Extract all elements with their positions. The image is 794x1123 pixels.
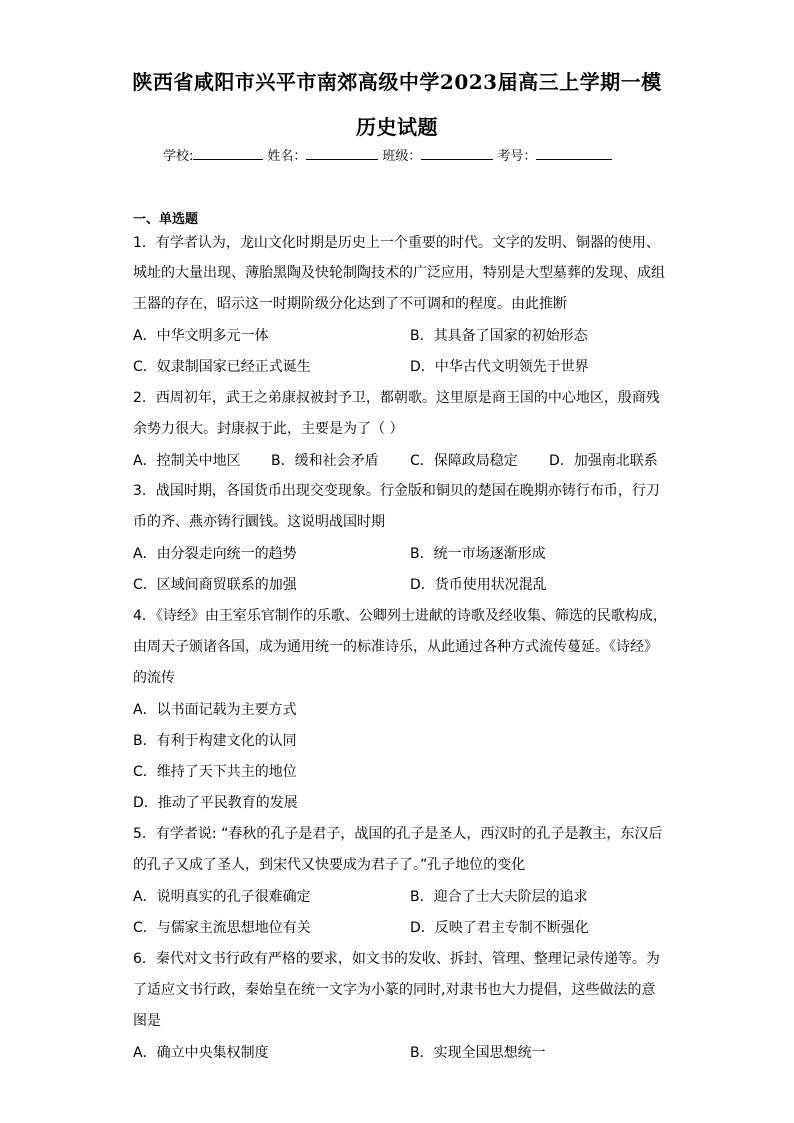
- q5-option-c[interactable]: C．与儒家主流思想地位有关: [133, 920, 311, 936]
- page-subtitle: 历史试题: [356, 115, 438, 139]
- q1-stem-line: 王器的存在，昭示这一时期阶级分化达到了不可调和的程度。由此推断: [133, 296, 567, 312]
- class-field: [382, 145, 497, 164]
- q1-stem-line: 1．有学者认为，龙山文化时期是历史上一个重要的时代。文字的发明、铜器的使用、: [133, 235, 660, 251]
- school-label: 学校:: [163, 149, 194, 164]
- q6-stem-line: 图是: [133, 1013, 161, 1029]
- name-label: 姓名：: [267, 149, 307, 164]
- q1-stem-line: 城址的大量出现、薄胎黑陶及快轮制陶技术的广泛应用，特别是大型墓葬的发现、成组: [133, 265, 665, 281]
- q3-stem-line: 币的齐、燕亦铸行圜钱。这说明战国时期: [133, 514, 385, 530]
- q5-stem-line: 5．有学者说: “春秋的孔子是君子，战国的孔子是圣人，西汉时的孔子是教主，东汉后: [133, 826, 663, 842]
- q4-option-a[interactable]: A．以书面记载为主要方式: [133, 702, 297, 718]
- q3-option-d[interactable]: D．货币使用状况混乱: [410, 577, 547, 593]
- q2-stem-line: 余势力很大。封康叔于此，主要是为了（ ）: [133, 421, 404, 437]
- q5-option-d[interactable]: D．反映了君主专制不断强化: [410, 920, 589, 936]
- exam-number-field: [497, 145, 616, 164]
- name-blank[interactable]: [306, 145, 378, 160]
- q5-option-a[interactable]: A．说明真实的孔子很难确定: [133, 889, 311, 905]
- class-blank[interactable]: [421, 145, 493, 160]
- school-field: [163, 145, 267, 164]
- student-info-line: [163, 145, 616, 164]
- q6-option-a[interactable]: A．确立中央集权制度: [133, 1045, 269, 1061]
- q4-stem-line: 的流传: [133, 670, 175, 686]
- q2-option-a[interactable]: A．控制关中地区: [133, 453, 241, 469]
- exam-number-blank[interactable]: [536, 145, 612, 160]
- q3-stem-line: 3．战国时期，各国货币出现交变现象。行金版和铜贝的楚国在晚期亦铸行布币，行刀: [133, 483, 660, 499]
- q3-option-a[interactable]: A．由分裂走向统一的趋势: [133, 546, 297, 562]
- q6-option-b[interactable]: B．实现全国思想统一: [410, 1045, 546, 1061]
- q2-option-d[interactable]: D．加强南北联系: [549, 453, 658, 469]
- class-label: 班级：: [382, 149, 422, 164]
- q3-option-b[interactable]: B．统一市场逐渐形成: [410, 546, 546, 562]
- q3-option-c[interactable]: C．区域间商贸联系的加强: [133, 577, 297, 593]
- q4-stem-line: 由周天子颁诸各国，成为通用统一的标准诗乐，从此通过各种方式流传蔓延。《诗经》: [133, 639, 658, 655]
- q4-option-d[interactable]: D．推动了平民教育的发展: [133, 795, 298, 811]
- q4-stem-line: 4．《诗经》由王室乐官制作的乐歌、公卿列士进献的诗歌及经收集、筛选的民歌构成，: [133, 608, 667, 624]
- page-title: 陕西省咸阳市兴平市南郊高级中学2023届高三上学期一模: [132, 70, 662, 94]
- q2-option-c[interactable]: C．保障政局稳定: [410, 453, 518, 469]
- q1-option-a[interactable]: A．中华文明多元一体: [133, 328, 269, 344]
- q2-stem-line: 2．西周初年，武王之弟康叔被封予卫，都朝歌。这里原是商王国的中心地区，殷商残: [133, 390, 660, 406]
- q1-option-b[interactable]: B．其具备了国家的初始形态: [410, 328, 588, 344]
- q1-option-c[interactable]: C．奴隶制国家已经正式诞生: [133, 359, 311, 375]
- q4-option-c[interactable]: C．维持了天下共主的地位: [133, 764, 297, 780]
- q5-stem-line: 的孔子又成了圣人，到宋代又快要成为君子了。”孔子地位的变化: [133, 857, 526, 873]
- q1-option-d[interactable]: D．中华古代文明领先于世界: [410, 359, 589, 375]
- q5-option-b[interactable]: B．迎合了士大夫阶层的追求: [410, 889, 588, 905]
- section-title: 一、单选题: [133, 212, 199, 227]
- exam-number-label: 考号：: [497, 149, 537, 164]
- q2-option-b[interactable]: B．缓和社会矛盾: [271, 453, 379, 469]
- q4-option-b[interactable]: B．有利于构建文化的认同: [133, 733, 297, 749]
- q6-stem-line: 了适应文书行政，秦始皇在统一文字为小篆的同时,对隶书也大力提倡，这些做法的意: [133, 982, 656, 998]
- q6-stem-line: 6．秦代对文书行政有严格的要求，如文书的发收、拆封、管理、整理记录传递等。为: [133, 951, 660, 967]
- school-blank[interactable]: [193, 145, 263, 160]
- name-field: [267, 145, 382, 164]
